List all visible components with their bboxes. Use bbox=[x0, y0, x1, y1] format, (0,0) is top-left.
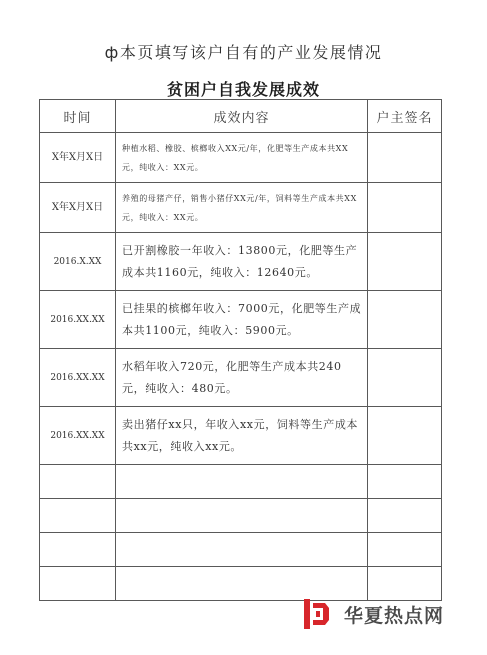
content-cell bbox=[116, 233, 368, 291]
content-text: 已挂果的槟榔年收入：7000元，化肥等生产成本共1100元，纯收入：5900元。 bbox=[122, 301, 362, 337]
watermark-logo-icon bbox=[304, 599, 330, 629]
signature-cell bbox=[368, 291, 442, 349]
content-text: 卖出猪仔xx只，年收入xx元，饲料等生产成本共xx元，纯收入xx元。 bbox=[122, 417, 359, 453]
time-cell: X年X月X日 bbox=[40, 183, 116, 233]
table-row bbox=[40, 567, 442, 601]
content-text: 养殖的母猪产仔，销售小猪仔XX元/年，饲料等生产成本共XX元，纯收入：XX元。 bbox=[122, 193, 357, 222]
time-cell bbox=[40, 465, 116, 499]
time-cell bbox=[40, 567, 116, 601]
signature-cell bbox=[368, 349, 442, 407]
table-row bbox=[40, 291, 442, 349]
content-cell bbox=[116, 567, 368, 601]
time-cell: 2016.X.XX bbox=[40, 233, 116, 291]
watermark-text: 华夏热点网 bbox=[344, 604, 445, 627]
signature-cell bbox=[368, 499, 442, 533]
content-cell bbox=[116, 499, 368, 533]
content-cell bbox=[116, 533, 368, 567]
page-title: 贫困户自我发展成效 bbox=[166, 80, 320, 99]
content-text: 种植水稻、橡胶、槟榔收入XX元/年，化肥等生产成本共XX元，纯收入：XX元。 bbox=[122, 143, 349, 172]
time-cell: X年X月X日 bbox=[40, 133, 116, 183]
watermark bbox=[304, 599, 444, 629]
content-cell bbox=[116, 133, 368, 183]
time-cell bbox=[40, 533, 116, 567]
content-cell bbox=[116, 407, 368, 465]
table-row bbox=[40, 233, 442, 291]
signature-cell bbox=[368, 133, 442, 183]
content-text: 水稻年收入720元，化肥等生产成本共240元，纯收入：480元。 bbox=[122, 359, 342, 395]
table-row bbox=[40, 465, 442, 499]
table-row bbox=[40, 183, 442, 233]
table-header-row bbox=[40, 100, 442, 133]
signature-cell bbox=[368, 533, 442, 567]
content-text: 已开割橡胶一年收入：13800元，化肥等生产成本共1160元，纯收入：12640元。 bbox=[122, 243, 358, 279]
table-row bbox=[40, 349, 442, 407]
time-cell: 2016.XX.XX bbox=[40, 349, 116, 407]
time-cell: 2016.XX.XX bbox=[40, 291, 116, 349]
table-row bbox=[40, 407, 442, 465]
signature-cell bbox=[368, 407, 442, 465]
signature-cell bbox=[368, 233, 442, 291]
content-cell bbox=[116, 465, 368, 499]
table-row bbox=[40, 499, 442, 533]
content-cell bbox=[116, 183, 368, 233]
column-header-time: 时间 bbox=[40, 100, 116, 133]
achievement-table bbox=[39, 99, 442, 601]
content-cell bbox=[116, 291, 368, 349]
time-cell: 2016.XX.XX bbox=[40, 407, 116, 465]
column-header-signature: 户主签名 bbox=[368, 100, 442, 133]
signature-cell bbox=[368, 183, 442, 233]
form-instruction: ф本页填写该户自有的产业发展情况 bbox=[104, 43, 383, 62]
column-header-content: 成效内容 bbox=[116, 100, 368, 133]
time-cell bbox=[40, 499, 116, 533]
table-row bbox=[40, 533, 442, 567]
table-row bbox=[40, 133, 442, 183]
content-cell bbox=[116, 349, 368, 407]
signature-cell bbox=[368, 465, 442, 499]
signature-cell bbox=[368, 567, 442, 601]
